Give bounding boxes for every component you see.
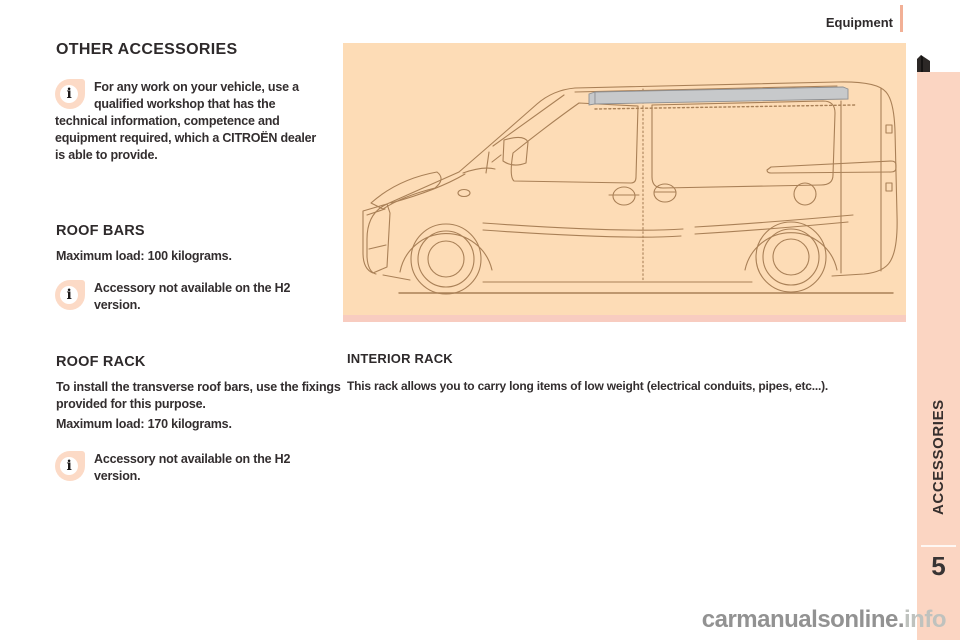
note-roof-rack-text: Accessory not available on the H2 version.: [94, 452, 291, 483]
interior-rack-highlight: [589, 87, 848, 105]
roof-bars-max-load: Maximum load: 100 kilograms.: [56, 249, 232, 263]
watermark-tld: info: [904, 606, 946, 633]
section-title-roof-rack: ROOF RACK: [56, 354, 146, 370]
watermark-site: carmanualsonline.: [701, 606, 905, 633]
section-title-interior-rack: INTERIOR RACK: [347, 351, 453, 366]
header-accent-line: [900, 5, 903, 32]
note-workshop: [55, 79, 317, 164]
info-icon: i: [55, 451, 85, 481]
roof-rack-body: To install the transverse roof bars, use the fixings provided for this purpose.: [56, 380, 341, 411]
chapter-sidebar: [917, 72, 960, 640]
note-workshop-text: For any work on your vehicle, use a qualified workshop that has the technical information, competence and equipment required, which a CITROËN dealer is able to provide.: [55, 80, 317, 162]
section-title-other-accessories: OTHER ACCESSORIES: [56, 41, 238, 58]
info-icon: i: [55, 280, 85, 310]
info-icon: i: [55, 79, 85, 109]
header-section-label: Equipment: [825, 15, 893, 30]
note-roof-rack: [55, 451, 317, 485]
van-side-view-drawing: [343, 43, 906, 315]
chapter-separator: [921, 545, 956, 547]
interior-rack-body: This rack allows you to carry long items of low weight (electrical conduits, pipes, etc...).: [347, 379, 829, 393]
watermark: [702, 606, 946, 634]
chapter-number: 5: [931, 551, 946, 581]
chapter-label: ACCESSORIES: [930, 399, 947, 515]
illustration-bottom-strip: [343, 315, 906, 322]
roof-rack-max-load: Maximum load: 170 kilograms.: [56, 417, 232, 431]
note-roof-bars: [55, 280, 317, 314]
note-roof-bars-text: Accessory not available on the H2 version.: [94, 281, 291, 312]
section-title-roof-bars: ROOF BARS: [56, 223, 145, 239]
vehicle-illustration: [343, 43, 906, 322]
